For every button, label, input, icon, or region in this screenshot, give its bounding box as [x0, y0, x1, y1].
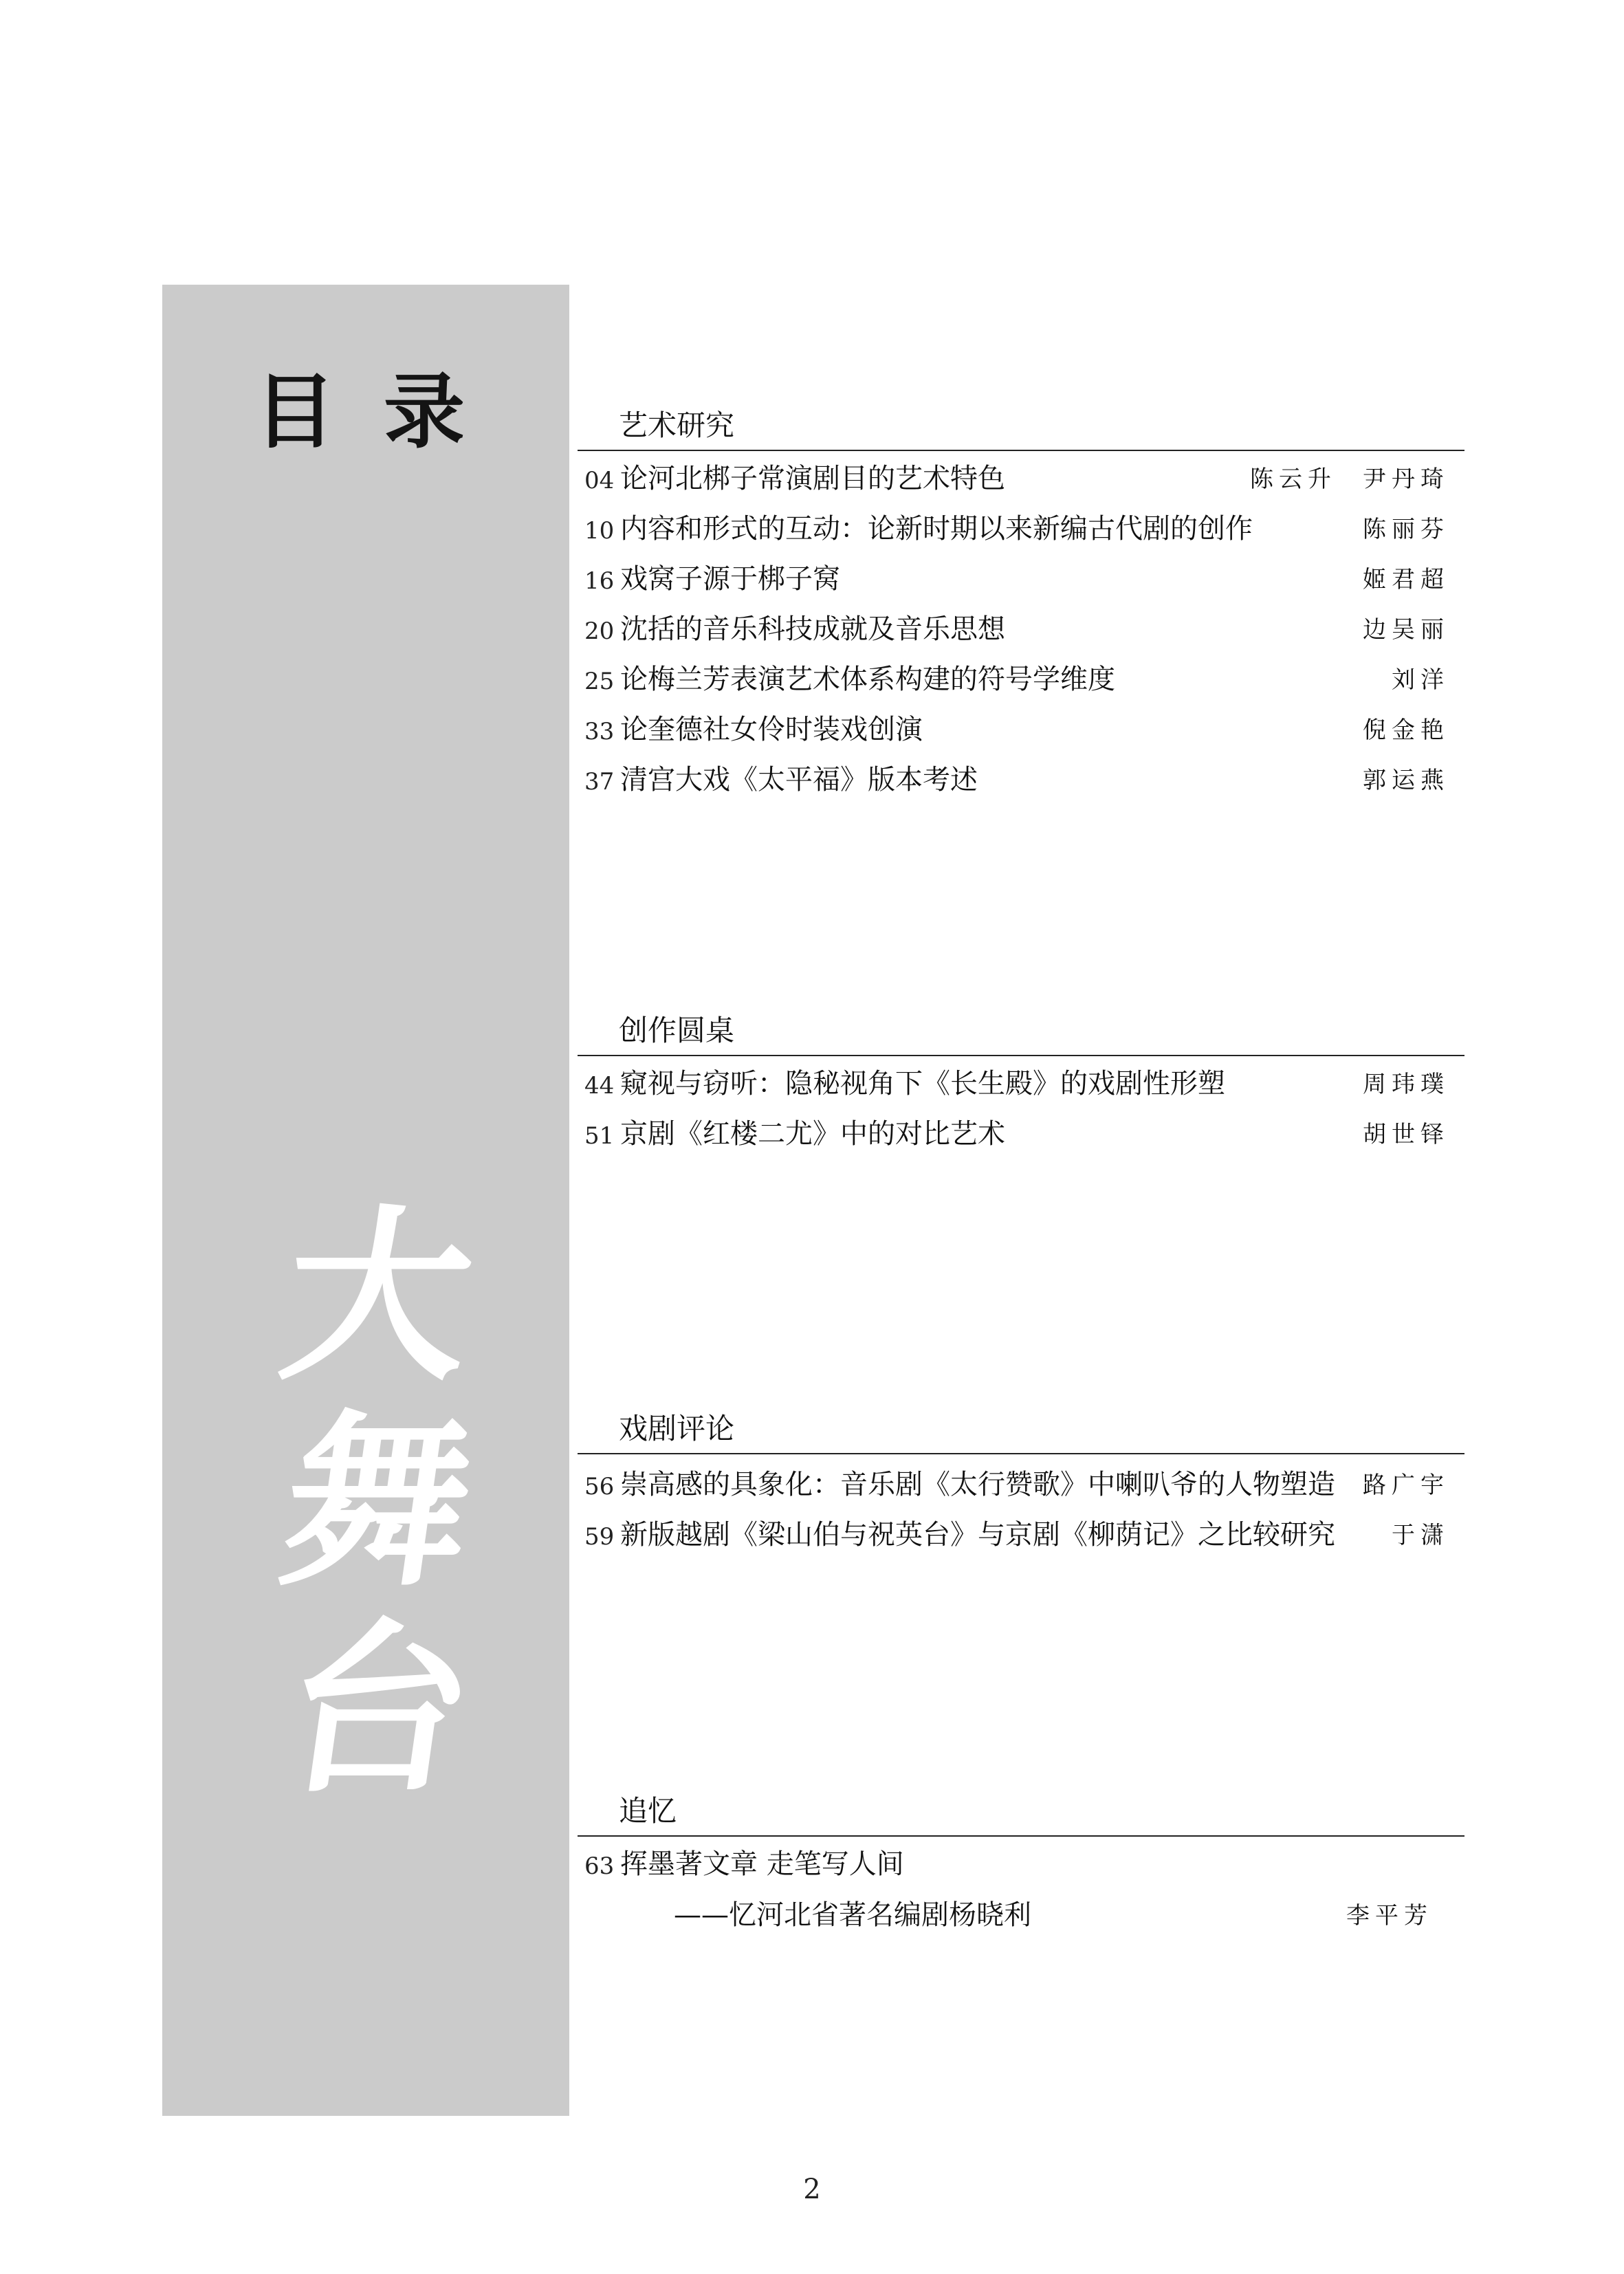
entry-title: 内容和形式的互动：论新时期以来新编古代剧的创作 [620, 513, 1253, 545]
entry-title: 清宫大戏《太平福》版本考述 [620, 764, 978, 796]
section-heading: 戏剧评论 [619, 1412, 735, 1445]
toc-entry[interactable] [578, 1465, 1464, 1507]
page-number: 2 [803, 2174, 821, 2205]
entry-author: 李平芳 [1346, 1902, 1433, 1929]
entry-page-number: 20 [584, 617, 615, 645]
toc-title: 目录 [254, 364, 514, 459]
entry-page-number: 33 [584, 718, 615, 745]
entry-author: 周玮璞 [1363, 1071, 1449, 1098]
entry-author: 路广宇 [1363, 1472, 1449, 1499]
section-rule [578, 1453, 1464, 1454]
toc-entry[interactable] [578, 1516, 1464, 1557]
toc-entry[interactable] [578, 710, 1464, 752]
entry-title: 沈括的音乐科技成就及音乐思想 [620, 613, 1005, 645]
toc-entry[interactable] [578, 1064, 1464, 1106]
section-heading: 追忆 [619, 1794, 677, 1828]
entry-title: 论奎德社女伶时装戏创演 [620, 714, 923, 745]
toc-entry[interactable] [578, 510, 1464, 551]
toc-entry[interactable] [578, 761, 1464, 802]
entry-page-number: 16 [584, 567, 615, 595]
entry-title: 挥墨著文章 走笔写人间 [620, 1848, 904, 1880]
toc-entry[interactable] [578, 1115, 1464, 1156]
section-heading: 艺术研究 [619, 408, 735, 442]
toc-entry[interactable] [578, 660, 1464, 701]
logo-char: 大 [270, 1187, 487, 1406]
entry-author: 尹丹琦 [1363, 466, 1449, 493]
entry-subtitle: ——忆河北省著名编剧杨晓利 [674, 1899, 1031, 1931]
toc-entry[interactable] [578, 560, 1464, 601]
logo-char: 舞 [270, 1393, 487, 1612]
entry-page-number: 56 [584, 1473, 615, 1500]
toc-entry[interactable] [578, 459, 1464, 501]
entry-title: 戏窝子源于梆子窝 [620, 563, 840, 595]
section-rule [578, 1835, 1464, 1837]
entry-page-number: 10 [584, 517, 615, 545]
entry-page-number: 04 [584, 467, 615, 494]
entry-author: 陈云升 [1250, 466, 1337, 493]
entry-title: 京剧《红楼二尤》中的对比艺术 [620, 1118, 1005, 1150]
toc-entry[interactable] [578, 610, 1464, 651]
entry-page-number: 25 [584, 668, 615, 695]
toc-entry[interactable] [578, 1845, 1464, 1941]
section-heading: 创作圆桌 [619, 1014, 735, 1047]
entry-title: 论梅兰芳表演艺术体系构建的符号学维度 [620, 664, 1115, 695]
section-rule [578, 1055, 1464, 1056]
entry-title: 新版越剧《梁山伯与祝英台》与京剧《柳荫记》之比较研究 [620, 1519, 1335, 1551]
entry-author: 边吴丽 [1363, 616, 1449, 644]
entry-author: 倪金艳 [1363, 717, 1449, 744]
entry-title: 崇高感的具象化：音乐剧《太行赞歌》中喇叭爷的人物塑造 [620, 1469, 1335, 1500]
logo-char: 台 [270, 1599, 487, 1818]
entry-author: 郭运燕 [1363, 767, 1449, 794]
entry-page-number: 44 [584, 1072, 615, 1100]
entry-page-number: 51 [584, 1122, 615, 1150]
entry-page-number: 63 [584, 1852, 615, 1880]
entry-title: 窥视与窃听：隐秘视角下《长生殿》的戏剧性形塑 [620, 1068, 1225, 1100]
section-rule [578, 450, 1464, 451]
entry-author: 于潇 [1392, 1522, 1449, 1549]
entry-author: 刘洋 [1392, 666, 1449, 694]
entry-title: 论河北梆子常演剧目的艺术特色 [620, 463, 1005, 494]
magazine-logo [270, 1187, 487, 1822]
entry-author: 陈丽芬 [1363, 516, 1449, 543]
entry-author: 姬君超 [1363, 566, 1449, 593]
entry-author: 胡世铎 [1363, 1121, 1449, 1148]
entry-page-number: 59 [584, 1523, 615, 1551]
entry-page-number: 37 [584, 768, 615, 796]
